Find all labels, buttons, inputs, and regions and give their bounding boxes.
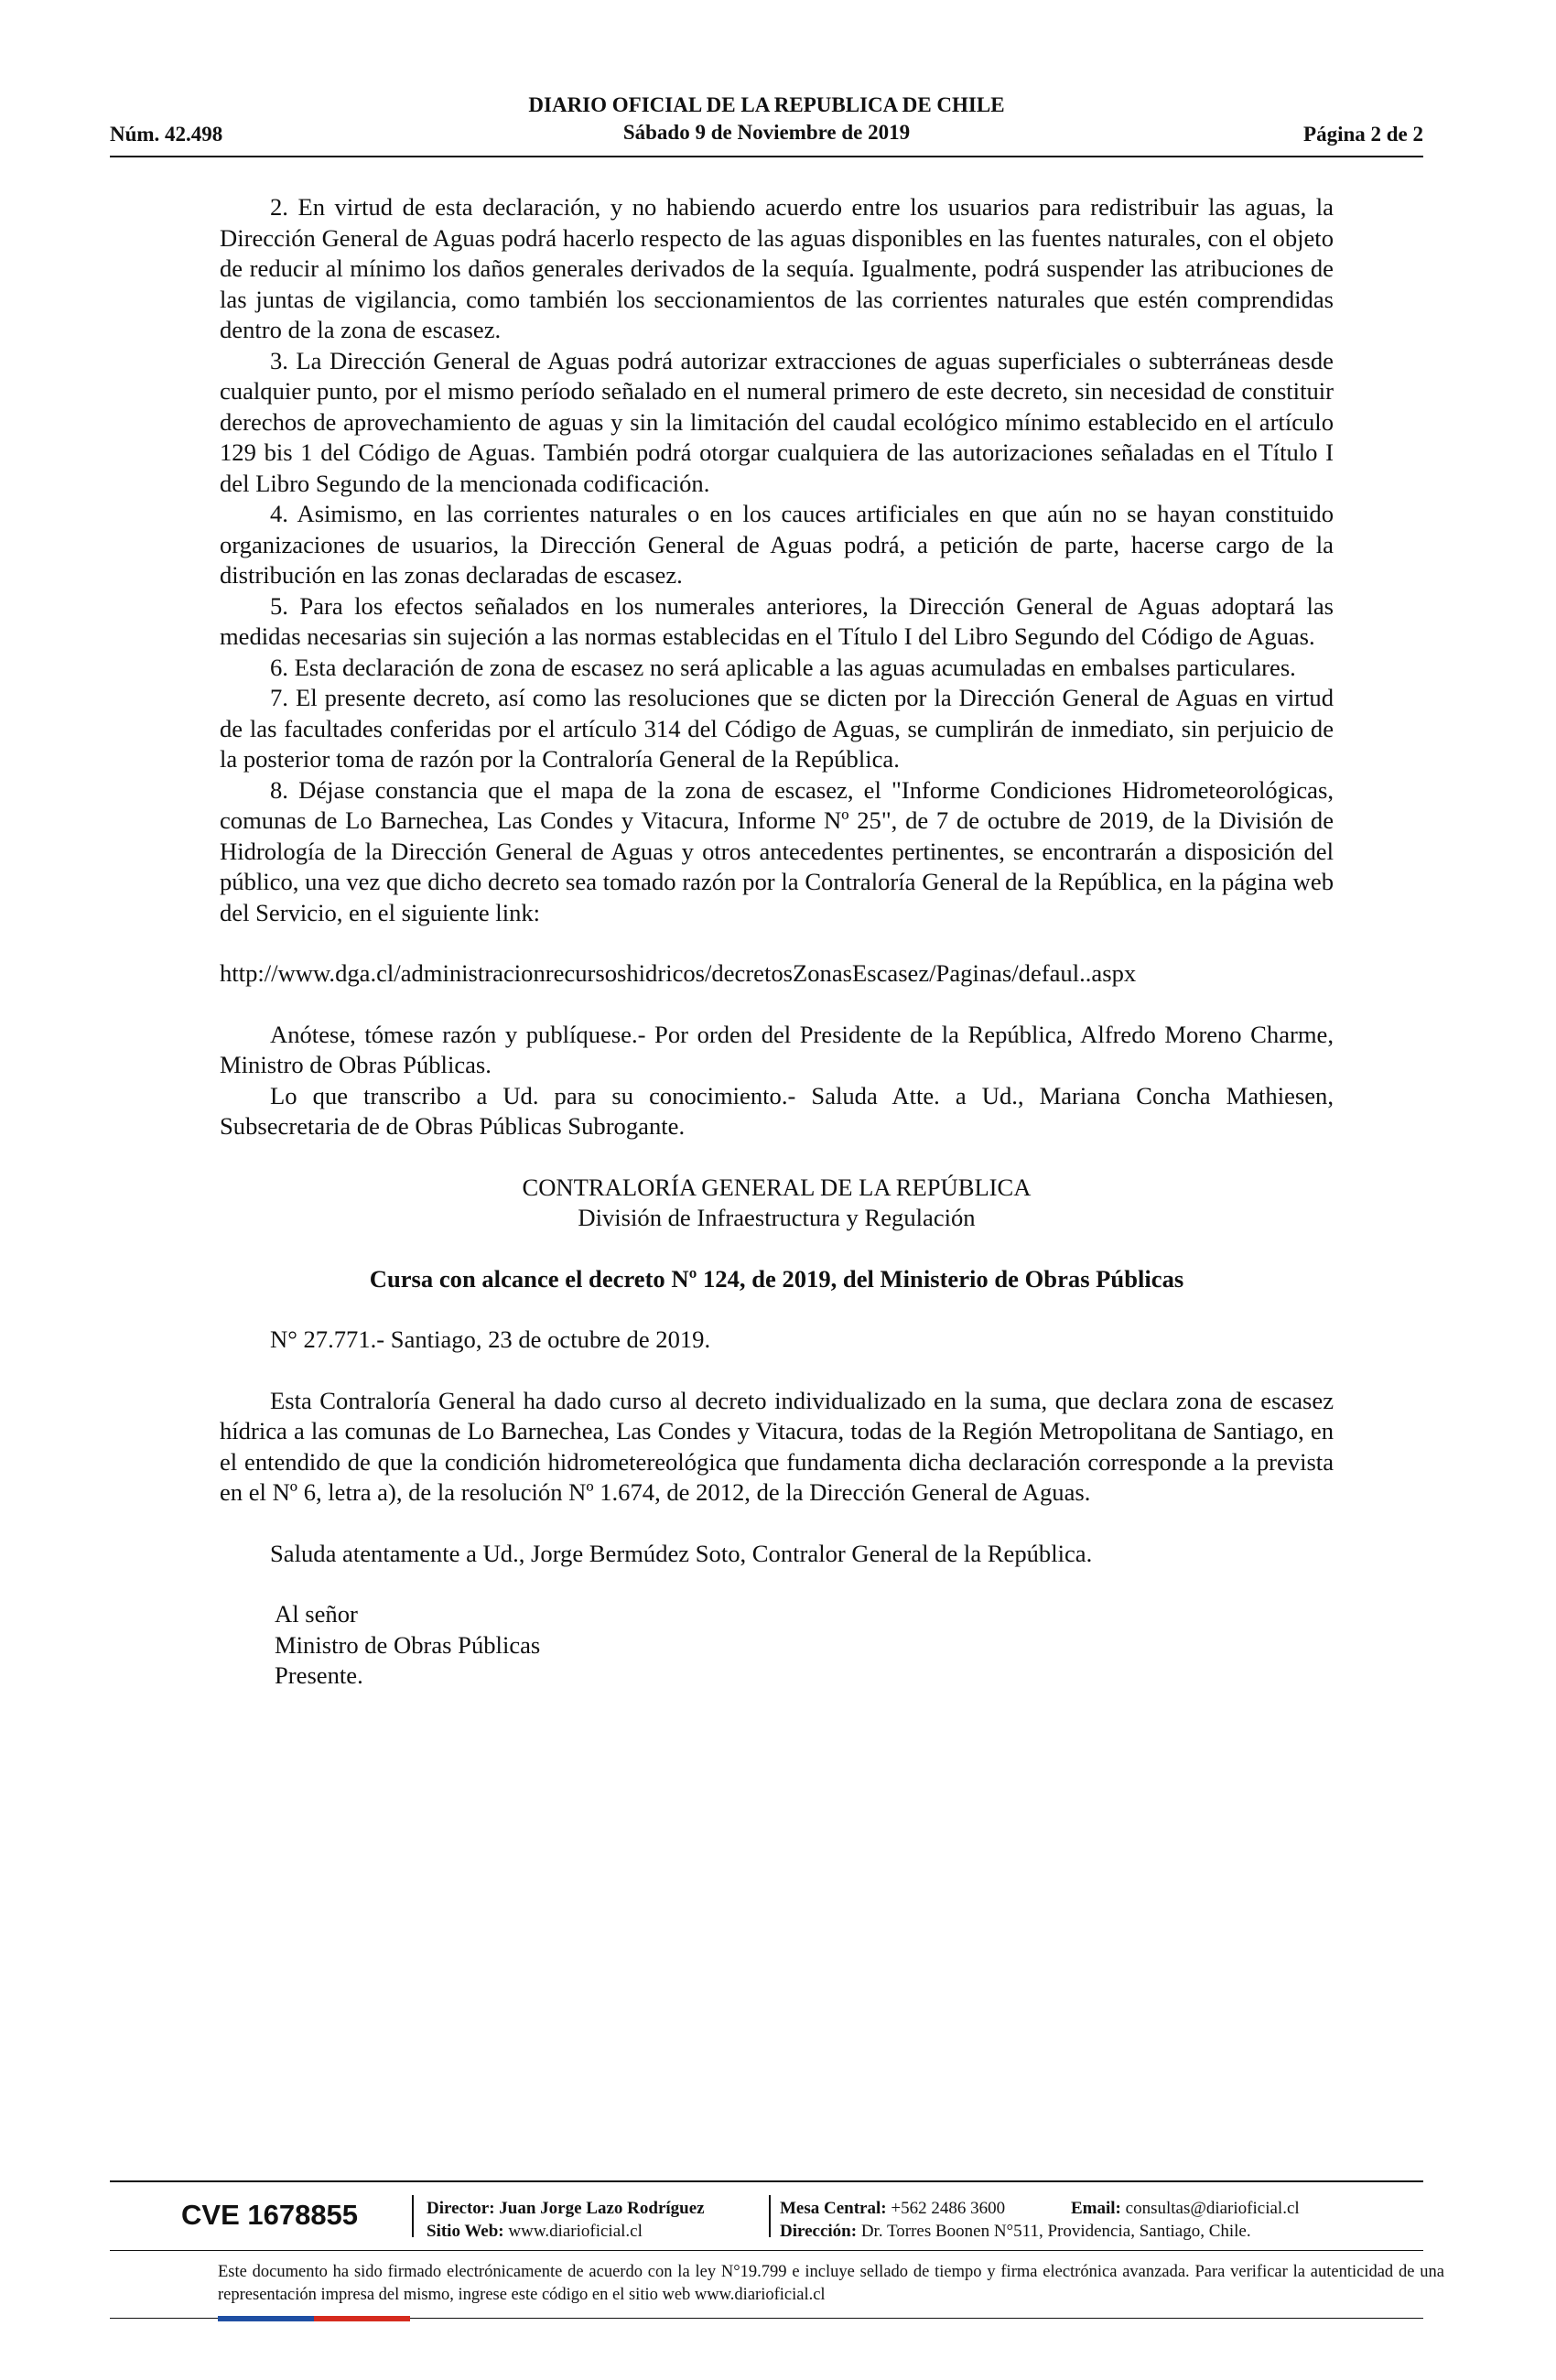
paragraph-5: 5. Para los efectos señalados en los numerales anteriores, la Dirección General de Aguas adoptará las medidas necesarias sin sujeción a las normas establecidas en el Título I del Libro Segundo del Código de Aguas.: [220, 591, 1334, 650]
footer-email-block: [1071, 2197, 1300, 2220]
issue-date: Sábado 9 de Noviembre de 2019: [622, 121, 911, 144]
director-label: Director:: [427, 2199, 495, 2218]
paragraph-6: 6. Esta declaración de zona de escasez no será aplicable a las aguas acumuladas en embalses particulares.: [270, 653, 1296, 681]
addressee-line-2: Ministro de Obras Públicas: [275, 1630, 541, 1659]
footer-divider: [412, 2195, 414, 2237]
cve-code: CVE 1678855: [181, 2199, 359, 2231]
addressee-line-1: Al señor: [275, 1600, 358, 1628]
website-label: Sitio Web:: [427, 2222, 504, 2241]
address-text: Dr. Torres Boonen N°511, Providencia, Santiago, Chile.: [860, 2222, 1251, 2241]
resolution-number: N° 27.771.- Santiago, 23 de octubre de 2019.: [270, 1325, 711, 1353]
contraloria-heading: CONTRALORÍA GENERAL DE LA REPÚBLICA: [522, 1173, 1032, 1201]
gazette-title: DIARIO OFICIAL DE LA REPUBLICA DE CHILE: [528, 93, 1005, 116]
page-footer: [110, 2180, 1444, 2318]
paragraph-4: 4. Asimismo, en las corrientes naturales o en los cauces artificiales en que aún no se hayan constituido organizaciones de usuarios, la Dirección General de Aguas podrá, a petición de parte, hacerse cargo de la distribución en las zonas declaradas de escasez.: [220, 500, 1334, 589]
phone-label: Mesa Central:: [780, 2199, 887, 2218]
website-link[interactable]: www.diarioficial.cl: [508, 2222, 643, 2241]
page-number: Página 2 de 2: [1303, 123, 1423, 146]
footer-top-rule: [110, 2180, 1423, 2182]
chile-flag-stripe: [218, 2316, 410, 2321]
cursa-title: Cursa con alcance el decreto Nº 124, de 2019, del Ministerio de Obras Públicas: [369, 1264, 1184, 1293]
anotese-paragraph: Anótese, tómese razón y publíquese.- Por orden del Presidente de la República, Alfredo Moreno Charme, Ministro de Obras Públicas.: [220, 1020, 1334, 1078]
division-heading: División de Infraestructura y Regulación: [578, 1204, 976, 1231]
dga-link[interactable]: http://www.dga.cl/administracionrecursoshidricos/decretosZonasEscasez/Paginas/defaul..aspx: [220, 959, 1137, 987]
contraloria-paragraph: Esta Contraloría General ha dado curso al decreto individualizado en la suma, que declara zona de escasez hídrica a las comunas de Lo Barnechea, Las Condes y Vitacura, todas de la Región Metropolitana de Santiago, en el entendido de que la condición hidrometereológica que fundamenta dicha declaración corresponde a la prevista en el Nº 6, letra a), de la resolución Nº 1.674, de 2012, de la Dirección General de Aguas.: [220, 1386, 1334, 1506]
phone-number: +562 2486 3600: [891, 2199, 1006, 2218]
page-header: [110, 93, 1423, 157]
paragraph-7: 7. El presente decreto, así como las resoluciones que se dicten por la Dirección General de Aguas en virtud de las facultades conferidas por el artículo 314 del Código de Aguas, se cumplirán de inmediato, sin perjuicio de la posterior toma de razón por la Contraloría General de la República.: [220, 684, 1334, 773]
email-label: Email:: [1071, 2199, 1121, 2218]
director-name: Juan Jorge Lazo Rodríguez: [499, 2199, 705, 2218]
paragraph-3: 3. La Dirección General de Aguas podrá autorizar extracciones de aguas superficiales o subterráneas desde cualquier punto, por el mismo período señalado en el numeral primero de este decreto, sin necesidad de constituir derechos de aprovechamiento de aguas y sin la limitación del caudal ecológico mínimo establecido en el artículo 129 bis 1 del Código de Aguas. También podrá otorgar cualquiera de las autorizaciones señaladas en el Título I del Libro Segundo de la mencionada codificación.: [220, 346, 1334, 497]
transcribo-paragraph: Lo que transcribo a Ud. para su conocimiento.- Saluda Atte. a Ud., Mariana Concha Mathiesen, Subsecretaria de de Obras Públicas Subrogante.: [220, 1081, 1334, 1140]
footer-director-block: [427, 2197, 705, 2243]
email-link[interactable]: consultas@diarioficial.cl: [1125, 2199, 1300, 2218]
saluda-paragraph: Saluda atentamente a Ud., Jorge Bermúdez Soto, Contralor General de la República.: [270, 1539, 1093, 1567]
signature-note: Este documento ha sido firmado electrónicamente de acuerdo con la ley N°19.799 e incluye sellado de tiempo y firma electrónica avanzada. Para verificar la autenticidad de una representación impresa del mismo, ingrese este código en el sitio web www.diarioficial.cl: [218, 2263, 1444, 2304]
address-label: Dirección:: [780, 2222, 858, 2241]
footer-divider: [769, 2195, 771, 2237]
document-body: [220, 192, 1334, 1692]
footer-middle-rule: [110, 2250, 1423, 2251]
paragraph-8: 8. Déjase constancia que el mapa de la zona de escasez, el "Informe Condiciones Hidrometeorológicas, comunas de Lo Barnechea, Las Condes y Vitacura, Informe Nº 25", de 7 de octubre de 2019, de la División de Hidrología de la Dirección General de Aguas y otros antecedentes pertinentes, se encontrarán a disposición del público, una vez que dicho decreto sea tomado razón por la Contraloría General de la República, en la página web del Servicio, en el siguiente link:: [220, 775, 1334, 926]
addressee-line-3: Presente.: [275, 1661, 363, 1689]
issue-number: Núm. 42.498: [110, 123, 223, 146]
paragraph-2: 2. En virtud de esta declaración, y no habiendo acuerdo entre los usuarios para redistribuir las aguas, la Dirección General de Aguas podrá hacerlo respecto de las aguas disponibles en las fuentes naturales, con el objeto de reducir al mínimo los daños generales derivados de la sequía. Igualmente, podrá suspender las atribuciones de las juntas de vigilancia, como también los seccionamientos de las corrientes naturales que estén comprendidas dentro de la zona de escasez.: [220, 193, 1334, 343]
